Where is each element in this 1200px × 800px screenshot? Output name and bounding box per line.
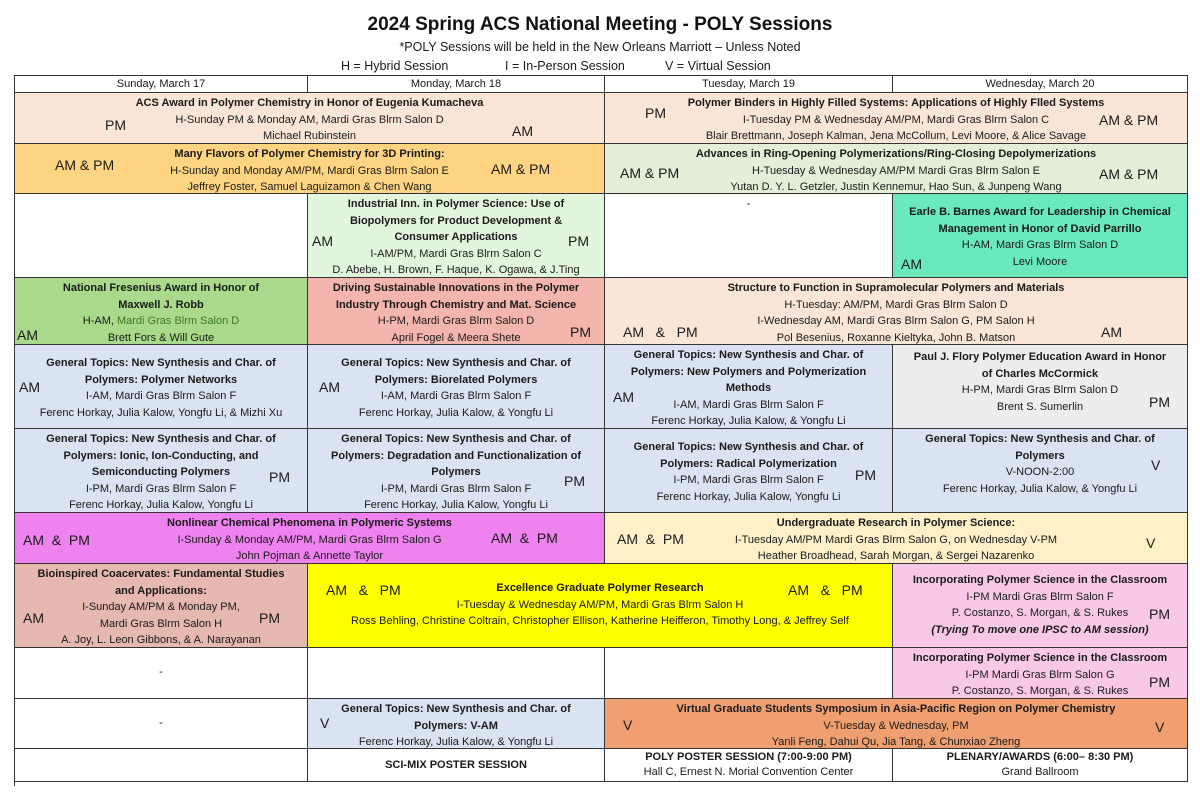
empty-cell — [15, 194, 308, 278]
session-details: I-Tuesday PM & Wednesday AM/PM, Mardi Gras Blrm Salon C — [742, 113, 1050, 126]
session-biorelated-polymers — [308, 345, 605, 429]
session-polymer-binders — [605, 93, 1188, 144]
session-flory-award — [893, 345, 1188, 429]
time-tag: AM — [613, 389, 634, 405]
session-details: I-Tuesday & Wednesday AM/PM, Mardi Gras Blrm Salon H — [456, 598, 744, 611]
session-organizers: Yanli Feng, Dahui Qu, Jia Tang, & Chunxiao Zheng — [771, 736, 1021, 748]
session-title-line: Driving Sustainable Innovations in the Polymer — [332, 282, 580, 294]
session-details: H-Sunday PM & Monday AM, Mardi Gras Blrm Salon D — [175, 113, 444, 126]
day-header-tuesday: Tuesday, March 19 — [605, 76, 893, 93]
session-title: Excellence Graduate Polymer Research — [496, 582, 704, 594]
time-tag: AM & PM — [491, 530, 558, 546]
session-degradation — [308, 429, 605, 513]
session-organizers: Ferenc Horkay, Julia Kalow, Yongfu Li — [69, 499, 253, 511]
session-title-line: Paul J. Flory Polymer Education Award in Honor — [913, 351, 1167, 363]
session-title-line: Polymers: Degradation and Functionalization of — [331, 449, 581, 462]
session-radical-polymerization — [605, 429, 893, 513]
session-title: Incorporating Polymer Science in the Classroom — [912, 574, 1168, 586]
session-3d-printing — [15, 144, 605, 194]
session-details — [19, 313, 303, 330]
session-details: H-Sunday and Monday AM/PM, Mardi Gras Blrm Salon E — [170, 164, 449, 177]
session-title-line: Polymers: New Polymers and Polymerization — [630, 365, 867, 378]
scimix-poster-session — [308, 749, 605, 782]
time-tag: AM & PM — [620, 165, 680, 181]
time-tag: PM — [568, 233, 589, 249]
session-organizers: Ferenc Horkay, Julia Kalow, & Yongfu Li — [942, 482, 1138, 495]
session-organizers: Brent S. Sumerlin — [996, 400, 1084, 413]
time-tag: V — [320, 715, 330, 731]
plenary-awards — [893, 749, 1188, 782]
poster-location: Hall C, Ernest N. Morial Convention Center — [643, 766, 854, 778]
session-title-line: Polymers — [431, 466, 481, 478]
session-organizers: Levi Moore — [1012, 255, 1068, 268]
time-tag: AM & PM — [326, 582, 401, 598]
time-tag: AM — [312, 233, 333, 249]
session-undergraduate-research — [605, 513, 1188, 564]
session-title-line: General Topics: New Synthesis and Char. of — [46, 357, 276, 369]
session-organizers: April Fogel & Meera Shete — [391, 331, 521, 344]
time-tag: PM — [564, 473, 585, 489]
session-title-line: Polymers: Polymer Networks — [84, 373, 238, 386]
session-general-topics-v-am — [308, 699, 605, 749]
session-organizers: P. Costanzo, S. Morgan, & S. Rukes — [951, 685, 1129, 697]
legend-inperson: I = In-Person Session — [505, 59, 625, 73]
session-room: Mardi Gras Blrm Salon D — [116, 315, 240, 327]
session-title: Polymer Binders in Highly Filled Systems: Applications of Highly Flled Systems — [687, 97, 1105, 109]
session-title-line: Methods — [725, 382, 772, 394]
session-title-line: Polymers: Radical Polymerization — [660, 457, 837, 470]
session-organizers: Heather Broadhead, Sarah Morgan, & Sergei Nazarenko — [757, 550, 1035, 562]
session-title: ACS Award in Polymer Chemistry in Honor of Eugenia Kumacheva — [135, 97, 484, 109]
session-details: H-PM, Mardi Gras Blrm Salon D — [961, 384, 1119, 396]
session-title-line: Polymers: Ionic, Ion-Conducting, and — [63, 449, 259, 462]
session-title-line: and Applications: — [115, 584, 207, 597]
session-barnes-award — [893, 194, 1188, 278]
session-organizers: Blair Brettmann, Joseph Kalman, Jena McCollum, Levi Moore, & Alice Savage — [705, 130, 1087, 142]
session-details: I-AM/PM, Mardi Gras Blrm Salon C — [370, 247, 542, 260]
location-note: *POLY Sessions will be held in the New Orleans Marriott – Unless Noted — [399, 40, 801, 54]
empty-cell — [605, 194, 893, 278]
time-tag: AM & PM — [23, 532, 90, 548]
session-details: I-Wednesday AM, Mardi Gras Blrm Salon G, PM Salon H — [757, 315, 1035, 327]
time-tag: V — [1146, 535, 1156, 551]
session-organizers: Ferenc Horkay, Julia Kalow, Yongfu Li, & Mizhi Xu — [39, 406, 283, 419]
empty-dash: - — [159, 717, 163, 729]
page-title: 2024 Spring ACS National Meeting - POLY Sessions — [367, 14, 833, 35]
session-title-line: Consumer Applications — [394, 231, 518, 243]
time-tag: PM — [1149, 606, 1170, 622]
session-details: I-PM Mardi Gras Blrm Salon G — [965, 668, 1115, 681]
session-excellence-graduate — [308, 564, 893, 648]
session-details: I-AM, Mardi Gras Blrm Salon F — [380, 390, 532, 402]
schedule-grid — [14, 75, 1188, 786]
legend-virtual: V = Virtual Session — [665, 59, 771, 73]
session-industrial-innovation — [308, 194, 605, 278]
empty-cell — [605, 648, 893, 699]
time-tag: PM — [105, 117, 126, 133]
plenary-title: PLENARY/AWARDS (6:00– 8:30 PM) — [946, 751, 1134, 763]
legend-hybrid: H = Hybrid Session — [341, 59, 449, 73]
session-title: Nonlinear Chemical Phenomena in Polymeric Systems — [167, 517, 452, 529]
scimix-title: SCI-MIX POSTER SESSION — [385, 759, 527, 771]
time-tag: AM & PM — [623, 324, 698, 340]
session-title: Incorporating Polymer Science in the Classroom — [912, 652, 1168, 664]
session-title-line: General Topics: New Synthesis and Char. of — [633, 441, 864, 453]
poly-poster-session — [605, 749, 893, 782]
session-general-topics-virtual — [893, 429, 1188, 513]
session-organizers: A. Joy, L. Leon Gibbons, & A. Narayanan — [61, 634, 261, 646]
session-virtual-graduate-asia-pacific — [605, 699, 1188, 749]
session-title-line: General Topics: New Synthesis and Char. of — [341, 357, 571, 369]
time-tag: AM — [19, 379, 40, 395]
empty-cell — [15, 699, 308, 749]
session-organizers: Ferenc Horkay, Julia Kalow, & Yongfu Li — [358, 736, 554, 748]
session-title-line: National Fresenius Award in Honor of — [62, 282, 260, 294]
session-bioinspired-coacervates — [15, 564, 308, 648]
time-tag: AM — [1101, 324, 1122, 340]
session-title: Advances in Ring-Opening Polymerizations/Ring-Closing Depolymerizations — [695, 148, 1097, 160]
empty-dash: - — [746, 198, 751, 210]
session-organizers: Ferenc Horkay, Julia Kalow, & Yongfu Li — [358, 406, 554, 419]
time-tag: PM — [855, 467, 876, 483]
session-new-polymers-methods — [605, 345, 893, 429]
session-details: H-PM, Mardi Gras Blrm Salon D — [377, 315, 535, 327]
session-classroom-2 — [893, 648, 1188, 699]
session-details: V-Tuesday & Wednesday, PM — [823, 719, 969, 732]
time-tag: V — [1155, 719, 1165, 735]
session-title-line: Polymers: Biorelated Polymers — [374, 373, 538, 386]
session-format: H-AM, — [82, 315, 117, 327]
session-details: H-Tuesday & Wednesday AM/PM Mardi Gras Blrm Salon E — [752, 164, 1040, 177]
session-title-line: Bioinspired Coacervates: Fundamental Studies — [37, 568, 285, 580]
time-tag: AM — [319, 379, 340, 395]
session-title-line: General Topics: New Synthesis and Char. of — [341, 703, 571, 715]
session-details: I-AM, Mardi Gras Blrm Salon F — [85, 390, 237, 402]
time-tag: PM — [570, 324, 591, 340]
session-ring-opening — [605, 144, 1188, 194]
session-organizers: Jeffrey Foster, Samuel Laguizamon & Chen Wang — [187, 181, 432, 193]
session-title-line: Polymers: V-AM — [414, 719, 498, 732]
session-details: I-Sunday & Monday AM/PM, Mardi Gras Blrm Salon G — [177, 533, 442, 546]
session-details: I-Tuesday AM/PM Mardi Gras Blrm Salon G, on Wednesday V-PM — [734, 533, 1058, 546]
poster-title: POLY POSTER SESSION (7:00-9:00 PM) — [645, 751, 852, 763]
session-details: I-Sunday AM/PM & Monday PM, — [82, 601, 240, 613]
empty-dash: - — [159, 666, 163, 678]
time-tag: AM — [512, 123, 533, 139]
time-tag: AM & PM — [55, 157, 115, 173]
time-tag: AM & PM — [1099, 112, 1159, 128]
day-header-wednesday: Wednesday, March 20 — [893, 76, 1188, 93]
session-details: Mardi Gras Blrm Salon H — [99, 617, 223, 630]
session-organizers: Ross Behling, Christine Coltrain, Christopher Ellison, Katherine Heifferon, Timothy Long, & Jeffrey Self — [351, 615, 849, 627]
session-title-line: General Topics: New Synthesis and Char. of — [925, 433, 1155, 445]
time-tag: AM & PM — [617, 531, 684, 547]
session-nonlinear-phenomena — [15, 513, 605, 564]
time-tag: PM — [269, 469, 290, 485]
session-title-line: General Topics: New Synthesis and Char. of — [46, 433, 276, 445]
time-tag: AM — [901, 256, 922, 272]
session-details: I-PM, Mardi Gras Blrm Salon F — [380, 482, 532, 495]
session-title: Virtual Graduate Students Symposium in Asia-Pacific Region on Polymer Chemistry — [676, 703, 1116, 715]
session-title-line: Biopolymers for Product Development & — [349, 214, 563, 227]
session-details: H-Tuesday: AM/PM, Mardi Gras Blrm Salon D — [784, 298, 1008, 311]
session-details: I-PM, Mardi Gras Blrm Salon F — [85, 482, 237, 495]
session-title-line: Polymers — [1015, 449, 1065, 462]
time-tag: PM — [1149, 394, 1170, 410]
session-title-line: General Topics: New Synthesis and Char. of — [633, 349, 864, 361]
session-fresenius-award — [15, 278, 308, 345]
session-title-line: Management in Honor of David Parrillo — [938, 222, 1142, 235]
session-organizers: Michael Rubinstein — [263, 130, 356, 142]
time-tag: AM & PM — [491, 161, 551, 177]
session-organizers: P. Costanzo, S. Morgan, & S. Rukes — [951, 607, 1129, 619]
time-tag: AM — [23, 610, 44, 626]
session-note: (Trying To move one IPSC to AM session) — [931, 623, 1149, 636]
time-tag: V — [1151, 457, 1161, 473]
session-supramolecular — [605, 278, 1188, 345]
session-organizers: Pol Besenius, Roxanne Kieltyka, John B. Matson — [776, 331, 1016, 344]
time-tag: PM — [645, 105, 666, 121]
plenary-location: Grand Ballroom — [1001, 766, 1079, 778]
session-title-line: Earle B. Barnes Award for Leadership in Chemical — [909, 206, 1171, 218]
session-title-line: Maxwell J. Robb — [118, 298, 204, 311]
session-sustainable-innovations — [308, 278, 605, 345]
session-organizers: Ferenc Horkay, Julia Kalow, Yongfu Li — [364, 499, 548, 511]
day-header-monday: Monday, March 18 — [308, 76, 605, 93]
empty-cell — [308, 648, 605, 699]
session-details: V-NOON-2:00 — [1005, 466, 1075, 478]
session-title: Many Flavors of Polymer Chemistry for 3D Printing: — [174, 148, 445, 160]
session-details: I-AM, Mardi Gras Blrm Salon F — [673, 398, 824, 411]
session-classroom-1 — [893, 564, 1188, 648]
session-title-line: Industry Through Chemistry and Mat. Science — [335, 298, 577, 311]
time-tag: AM & PM — [788, 582, 863, 598]
session-organizers: D. Abebe, H. Brown, F. Haque, K. Ogawa, & J.Ting — [332, 264, 580, 276]
session-polymer-networks — [15, 345, 308, 429]
session-organizers: Ferenc Horkay, Julia Kalow, Yongfu Li — [656, 490, 841, 503]
empty-cell — [15, 749, 308, 782]
session-title-line: of Charles McCormick — [981, 367, 1099, 380]
session-title: Undergraduate Research in Polymer Science: — [776, 517, 1016, 529]
session-organizers: John Pojman & Annette Taylor — [235, 550, 384, 562]
session-organizers: Yutan D. Y. L. Getzler, Justin Kennemur, Hao Sun, & Junpeng Wang — [730, 181, 1062, 193]
session-organizers: Ferenc Horkay, Julia Kalow, & Yongfu Li — [651, 415, 846, 427]
session-ionic-polymers — [15, 429, 308, 513]
session-details: H-AM, Mardi Gras Blrm Salon D — [961, 239, 1119, 251]
session-title-line: General Topics: New Synthesis and Char. of — [341, 433, 571, 445]
day-header-sunday: Sunday, March 17 — [15, 76, 308, 93]
time-tag: PM — [1149, 674, 1170, 690]
time-tag: V — [623, 717, 633, 733]
session-title-line: Semiconducting Polymers — [91, 466, 231, 478]
empty-cell — [15, 648, 308, 699]
session-title: Structure to Function in Supramolecular Polymers and Materials — [727, 282, 1065, 294]
time-tag: PM — [259, 610, 280, 626]
session-organizers: Brett Fors & Will Gute — [107, 331, 215, 344]
session-title-line: Industrial Inn. in Polymer Science: Use of — [347, 198, 565, 210]
session-kumacheva-award — [15, 93, 605, 144]
time-tag: AM & PM — [1099, 166, 1159, 182]
time-tag: AM — [17, 327, 38, 343]
session-details: I-PM, Mardi Gras Blrm Salon F — [673, 474, 824, 486]
session-details: I-PM Mardi Gras Blrm Salon F — [966, 590, 1114, 603]
